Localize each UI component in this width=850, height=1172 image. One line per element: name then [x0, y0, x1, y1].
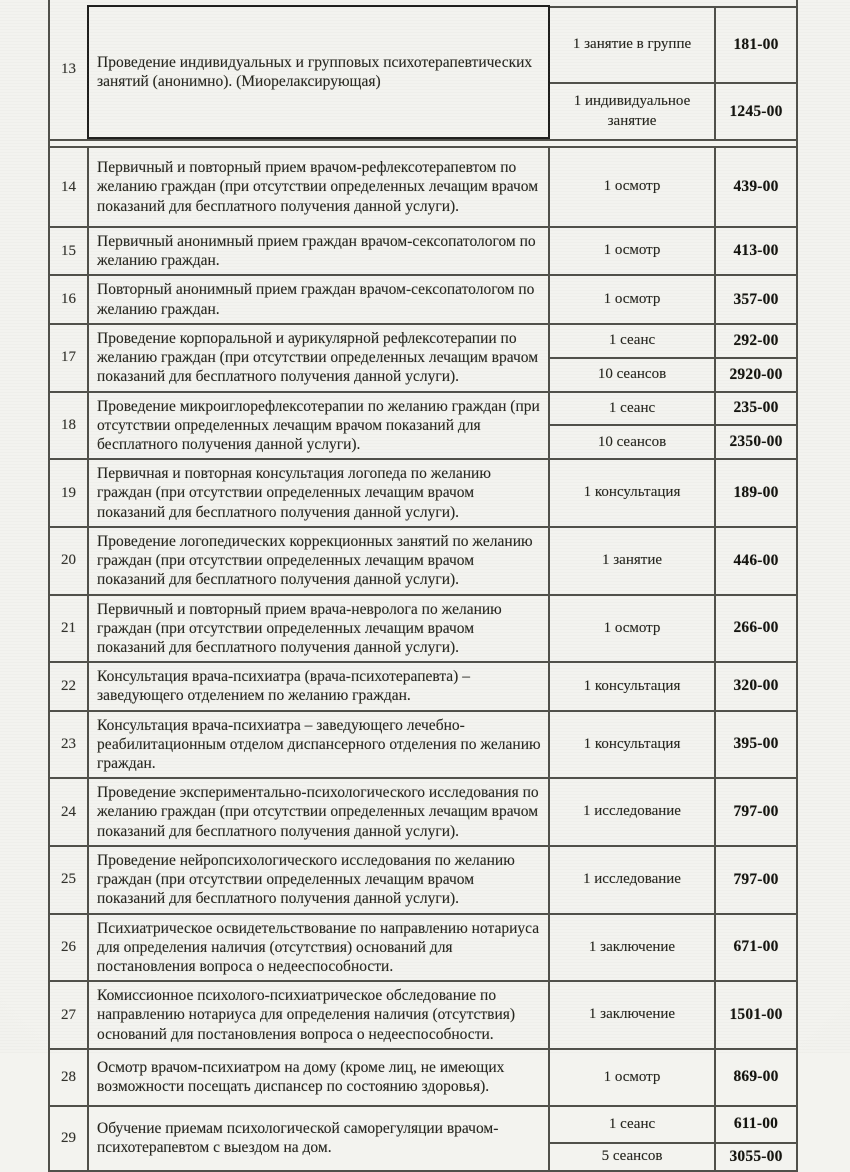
- unit-price-subrow: [550, 847, 796, 913]
- price-cell: 797-00: [714, 847, 796, 913]
- unit-price-subrow: [550, 276, 796, 322]
- unit-price-group: [550, 148, 796, 226]
- table-row: [50, 458, 796, 526]
- table-row: [50, 913, 796, 981]
- service-description: Проведение нейропсихологического исследования по желанию граждан (при отсутствии определенных лечащим врачом показаний для бесплатного получения данной услуги).: [87, 847, 550, 913]
- unit-price-subrow: [550, 779, 796, 845]
- service-description: Первичный и повторный прием врача-невролога по желанию граждан (при отсутствии определенных лечащим врачом показаний для бесплатного получения данной услуги).: [87, 596, 550, 662]
- service-description: Обучение приемам психологической саморегуляции врачом-психотерапевтом с выездом на дом.: [87, 1107, 550, 1170]
- unit-cell: 1 сеанс: [608, 399, 656, 416]
- unit-price-subrow: [550, 148, 796, 226]
- table-row: [50, 323, 796, 391]
- price-cell: 3055-00: [714, 1144, 796, 1170]
- unit-cell: 1 исследование: [583, 870, 681, 887]
- service-description: Первичный анонимный прием граждан врачом-сексопатологом по желанию граждан.: [87, 228, 550, 274]
- unit-cell: 1 занятие: [602, 551, 662, 568]
- unit-price-subrow: [550, 393, 796, 425]
- price-cell: 181-00: [714, 8, 796, 82]
- unit-price-subrow: [550, 1142, 796, 1170]
- price-cell: 1245-00: [714, 84, 796, 139]
- unit-price-subrow: [550, 982, 796, 1048]
- table-row: [50, 845, 796, 913]
- service-description: Осмотр врачом-психиатром на дому (кроме лиц, не имеющих возможности посещать диспансер по состоянию здоровья).: [87, 1050, 550, 1105]
- table-row: [50, 226, 796, 274]
- unit-price-group: [550, 528, 796, 594]
- price-cell: 671-00: [714, 915, 796, 981]
- row-number: 15: [61, 242, 76, 259]
- unit-cell: 1 сеанс: [608, 1115, 656, 1132]
- unit-cell: 1 осмотр: [603, 242, 661, 259]
- row-number: 19: [61, 484, 76, 501]
- row-number: 27: [61, 1006, 76, 1023]
- table-row: [50, 146, 796, 226]
- price-cell: 611-00: [714, 1107, 796, 1142]
- table-row: [50, 526, 796, 594]
- service-description: Первичная и повторная консультация логопеда по желанию граждан (при отсутствии определенных лечащим врачом показаний для бесплатного получения данной услуги).: [87, 460, 550, 526]
- unit-price-group: [550, 228, 796, 274]
- table-row: [50, 274, 796, 322]
- unit-cell: 1 осмотр: [603, 1068, 661, 1085]
- unit-cell: 10 сеансов: [597, 365, 667, 382]
- unit-price-subrow: [550, 663, 796, 709]
- service-description: Комиссионное психолого-психиатрическое обследование по направлению нотариуса для определения наличия (отсутствия) оснований для постановления вопроса о недееспособности.: [87, 982, 550, 1048]
- unit-price-group: [550, 393, 796, 459]
- unit-price-group: [550, 6, 796, 139]
- service-description: Психиатрическое освидетельствование по направлению нотариуса для определения наличия (отсутствия) оснований для постановления вопроса о недееспособности.: [87, 915, 550, 981]
- unit-price-subrow: [550, 1107, 796, 1142]
- table-row: [50, 710, 796, 778]
- unit-price-group: [550, 915, 796, 981]
- price-cell: 1501-00: [714, 982, 796, 1048]
- row-number: 14: [61, 178, 76, 195]
- row-number: 16: [61, 291, 76, 308]
- unit-price-group: [550, 460, 796, 526]
- unit-price-group: [550, 663, 796, 709]
- unit-price-subrow: [550, 228, 796, 274]
- unit-price-group: [550, 325, 796, 391]
- unit-price-subrow: [550, 8, 796, 82]
- table-row: [50, 391, 796, 459]
- unit-cell: 1 сеанс: [608, 332, 656, 349]
- price-cell: 235-00: [714, 393, 796, 425]
- price-cell: 439-00: [714, 148, 796, 226]
- price-cell: 2350-00: [714, 426, 796, 458]
- price-cell: 797-00: [714, 779, 796, 845]
- unit-price-subrow: [550, 325, 796, 357]
- price-cell: 357-00: [714, 276, 796, 322]
- service-description: Повторный анонимный прием граждан врачом-сексопатологом по желанию граждан.: [87, 276, 550, 322]
- unit-cell: 1 консультация: [583, 677, 681, 694]
- row-number: 28: [61, 1068, 76, 1085]
- table-row: [50, 0, 796, 141]
- service-description: Проведение экспериментально-психологического исследования по желанию граждан (при отсутствии определенных лечащим врачом показаний для бесплатного получения данной услуги).: [87, 779, 550, 845]
- price-cell: 266-00: [714, 596, 796, 662]
- price-cell: 446-00: [714, 528, 796, 594]
- service-description: Проведение микроиглорефлексотерапии по желанию граждан (при отсутствии определенных лечащим врачом показаний для бесплатного получения данной услуги).: [87, 393, 550, 459]
- unit-price-subrow: [550, 424, 796, 458]
- row-number: 23: [61, 735, 76, 752]
- table-row: [50, 661, 796, 709]
- unit-cell: 1 занятие в группе: [572, 36, 692, 53]
- unit-cell: 1 консультация: [583, 484, 681, 501]
- unit-price-subrow: [550, 596, 796, 662]
- unit-price-subrow: [550, 82, 796, 139]
- price-cell: 395-00: [714, 712, 796, 778]
- service-description: Проведение логопедических коррекционных занятий по желанию граждан (при отсутствии определенных лечащим врачом показаний для бесплатного получения данной услуги).: [87, 528, 550, 594]
- unit-cell: 1 заключение: [588, 1006, 676, 1023]
- table-row: [50, 1105, 796, 1170]
- unit-cell: 1 консультация: [583, 735, 681, 752]
- table-row: [50, 1048, 796, 1105]
- unit-price-subrow: [550, 915, 796, 981]
- service-description: Проведение индивидуальных и групповых психотерапевтических занятий (анонимно). (Миорелаксирующая): [87, 5, 550, 139]
- unit-cell: 1 индивидуальное занятие: [573, 93, 691, 129]
- row-number: 26: [61, 938, 76, 955]
- row-number: 25: [61, 871, 76, 888]
- row-number: 29: [61, 1129, 76, 1146]
- service-description: Консультация врача-психиатра (врача-психотерапевта) – заведующего отделением по желанию граждан.: [87, 663, 550, 709]
- price-cell: 320-00: [714, 663, 796, 709]
- unit-cell: 5 сеансов: [601, 1148, 663, 1165]
- unit-price-group: [550, 276, 796, 322]
- row-number: 13: [61, 61, 76, 77]
- unit-price-subrow: [550, 1050, 796, 1105]
- row-number: 22: [61, 677, 76, 694]
- service-description: Первичный и повторный прием врачом-рефлексотерапевтом по желанию граждан (при отсутствии определенных лечащим врачом показаний для бесплатного получения данной услуги).: [87, 148, 550, 226]
- price-cell: 189-00: [714, 460, 796, 526]
- unit-price-group: [550, 982, 796, 1048]
- unit-price-group: [550, 712, 796, 778]
- unit-price-subrow: [550, 528, 796, 594]
- table-row: [50, 980, 796, 1048]
- unit-cell: 1 осмотр: [603, 290, 661, 307]
- unit-cell: 10 сеансов: [597, 433, 667, 450]
- service-description: Консультация врача-психиатра – заведующего лечебно-реабилитационным отделом диспансерного отделения по желанию граждан.: [87, 712, 550, 778]
- unit-price-group: [550, 847, 796, 913]
- row-number: 20: [61, 552, 76, 569]
- unit-price-group: [550, 1107, 796, 1170]
- unit-price-subrow: [550, 712, 796, 778]
- price-cell: 292-00: [714, 325, 796, 357]
- row-number: 18: [61, 416, 76, 433]
- unit-cell: 1 осмотр: [603, 178, 661, 195]
- row-number: 17: [61, 349, 76, 366]
- price-cell: 2920-00: [714, 359, 796, 391]
- table-row: [50, 594, 796, 662]
- unit-price-group: [550, 596, 796, 662]
- unit-price-group: [550, 779, 796, 845]
- unit-cell: 1 заключение: [588, 938, 676, 955]
- service-description: Проведение корпоральной и аурикулярной рефлексотерапии по желанию граждан (при отсутствии определенных лечащим врачом показаний для бесплатного получения данной услуги).: [87, 325, 550, 391]
- table-row: [50, 777, 796, 845]
- unit-price-subrow: [550, 357, 796, 391]
- unit-cell: 1 исследование: [583, 803, 681, 820]
- price-cell: 869-00: [714, 1050, 796, 1105]
- price-table: [48, 0, 798, 1172]
- row-number: 24: [61, 803, 76, 820]
- unit-price-subrow: [550, 460, 796, 526]
- price-cell: 413-00: [714, 228, 796, 274]
- unit-price-group: [550, 1050, 796, 1105]
- row-number: 21: [61, 619, 76, 636]
- unit-cell: 1 осмотр: [603, 619, 661, 636]
